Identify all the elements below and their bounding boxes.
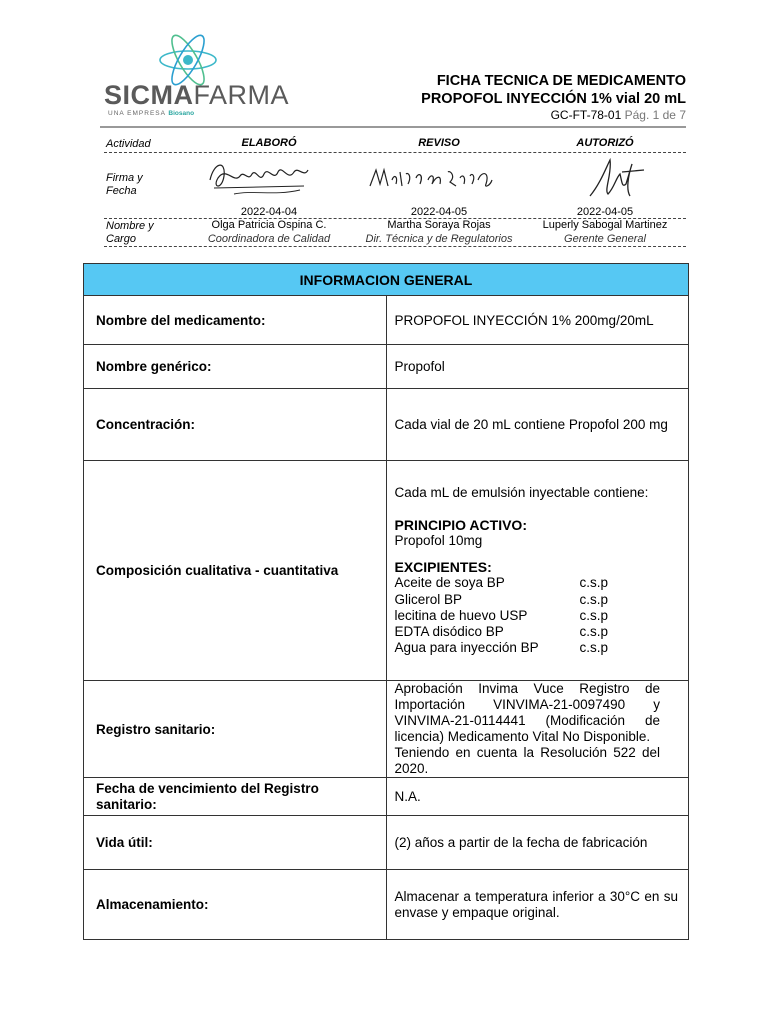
table-row (84, 816, 689, 870)
document-code: GC-FT-78-01 Pág. 1 de 7 (550, 108, 686, 122)
storage-value: Almacenar a temperatura inferior a 30°C en su envase y empaque original. (386, 870, 689, 940)
autorizo-heading: AUTORIZÓ (576, 137, 634, 149)
atom-logo-icon (156, 34, 220, 86)
generic-name-label: Nombre genérico: (84, 345, 387, 389)
general-info-table (83, 263, 689, 940)
elaboro-role: Coordinadora de Calidad (207, 233, 331, 245)
composition-label: Composición cualitativa - cuantitativa (84, 461, 387, 681)
excipient-item: EDTA disódico BP c.s.p (394, 624, 609, 639)
drug-name-label: Nombre del medicamento: (84, 296, 387, 345)
elaboro-heading: ELABORÓ (241, 137, 297, 149)
elaboro-name: Olga Patricia Ospina C. (211, 219, 327, 231)
activity-label: Actividad (106, 138, 151, 150)
brand-name: SICMAFARMA (104, 80, 290, 110)
title-line-1: FICHA TECNICA DE MEDICAMENTO (436, 73, 686, 89)
title-line-2: PROPOFOL INYECCIÓN 1% vial 20 mL (421, 91, 686, 107)
active-ingredient-heading: PRINCIPIO ACTIVO: (394, 516, 527, 533)
excipient-item: Agua para inyección BP c.s.p (394, 640, 609, 656)
shelf-life-value: (2) años a partir de la fecha de fabricación (386, 816, 689, 870)
approval-heading-row (104, 136, 686, 153)
reviso-name: Martha Soraya Rojas (387, 219, 491, 231)
concentration-value: Cada vial de 20 mL contiene Propofol 200 mg (386, 389, 689, 461)
reviso-heading: REVISO (418, 137, 460, 149)
composition-value (386, 461, 689, 681)
table-row (84, 681, 689, 778)
name-role-label: Nombre y Cargo (106, 220, 154, 245)
company-logo (104, 34, 290, 122)
signature-autorizo-icon (586, 154, 646, 202)
table-row (84, 389, 689, 461)
table-row (84, 778, 689, 816)
shelf-life-label: Vida útil: (84, 816, 387, 870)
composition-intro: Cada mL de emulsión inyectable contiene: (394, 484, 649, 500)
page-number: Pág. 1 de 7 (624, 108, 686, 122)
excipient-item: lecitina de huevo USP c.s.p (394, 607, 609, 623)
generic-name-value: Propofol (386, 345, 689, 389)
table-row (84, 296, 689, 345)
excipient-item: Glicerol BP c.s.p (394, 591, 609, 607)
table-heading: INFORMACION GENERAL (84, 264, 689, 296)
header-divider (100, 126, 686, 128)
active-ingredient: Propofol 10mg (394, 532, 483, 548)
table-row (84, 870, 689, 940)
expiry-value: N.A. (386, 778, 689, 816)
concentration-label: Concentración: (84, 389, 387, 461)
registry-value: Aprobación Invima Vuce Registro de Importación VINVIMA-21-0097490 y VINVIMA-21-0114441 (Modificación de licencia) Medicamento Vital No Disponible. Teniendo en cuenta la Resolución 522 del 2020. (386, 681, 689, 778)
excipient-item: Aceite de soya BP c.s.p (394, 575, 609, 591)
autorizo-date: 2022-04-05 (576, 206, 634, 218)
approval-block (104, 136, 686, 248)
brand-tagline: UNA EMPRESA Biosano (108, 110, 195, 117)
autorizo-role: Gerente General (564, 233, 646, 245)
signature-elaboro-icon (204, 154, 314, 200)
excipients-heading: EXCIPIENTES: (394, 559, 492, 576)
table-row (84, 461, 689, 681)
reviso-date: 2022-04-05 (410, 206, 468, 218)
signature-reviso-icon (366, 162, 496, 196)
drug-name-value: PROPOFOL INYECCIÓN 1% 200mg/20mL (386, 296, 689, 345)
table-row (84, 345, 689, 389)
reviso-role: Dir. Técnica y de Regulatorios (365, 233, 513, 245)
name-role-row (104, 218, 686, 247)
sign-date-label: Firma y Fecha (106, 172, 143, 197)
storage-label: Almacenamiento: (84, 870, 387, 940)
registry-label: Registro sanitario: (84, 681, 387, 778)
autorizo-name: Luperly Sabogal Martinez (542, 219, 668, 231)
table-header-row (84, 264, 689, 296)
document-title (421, 72, 686, 123)
expiry-label: Fecha de vencimiento del Registro sanitario: (84, 778, 387, 816)
elaboro-date: 2022-04-04 (240, 206, 298, 218)
signature-row (104, 152, 686, 219)
